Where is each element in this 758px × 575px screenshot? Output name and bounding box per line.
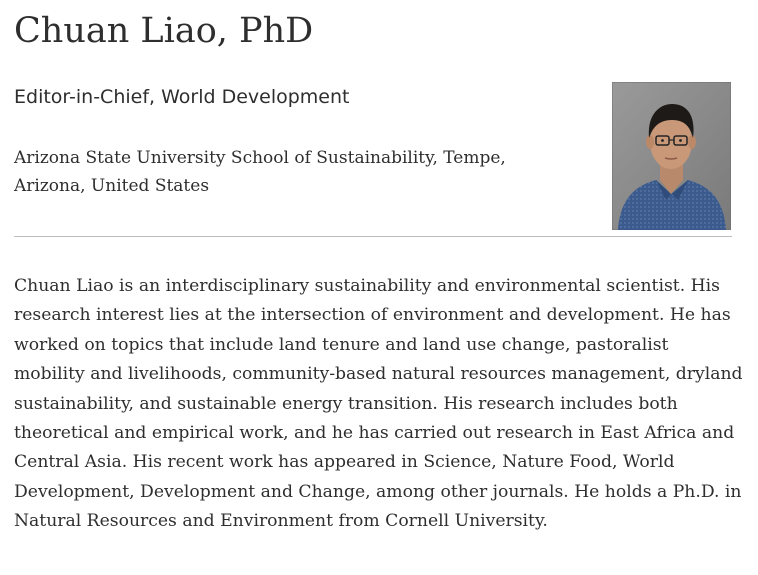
profile-name: Chuan Liao, PhD (14, 11, 314, 51)
portrait-photo-icon (612, 82, 731, 230)
profile-bio: Chuan Liao is an interdisciplinary sustainability and environmental scientist. His research interest lies at the intersection of environment and development. He has worked on topics that include land tenure and land use change, pastoralist mobility and livelihoods, community-based natural resources management, dryland sustainability, and sustainable energy transition. His research includes both theoretical and empirical work, and he has carried out research in East Africa and Central Asia. His recent work has appeared in Science, Nature Food, World Development, Development and Change, among other journals. He holds a Ph.D. in Natural Resources and Environment from Cornell University. (14, 276, 743, 532)
profile-role: Editor-in-Chief, World Development (14, 86, 350, 108)
profile-affiliation: Arizona State University School of Sustainability, Tempe, Arizona, United States (14, 148, 506, 196)
section-divider (14, 236, 732, 237)
